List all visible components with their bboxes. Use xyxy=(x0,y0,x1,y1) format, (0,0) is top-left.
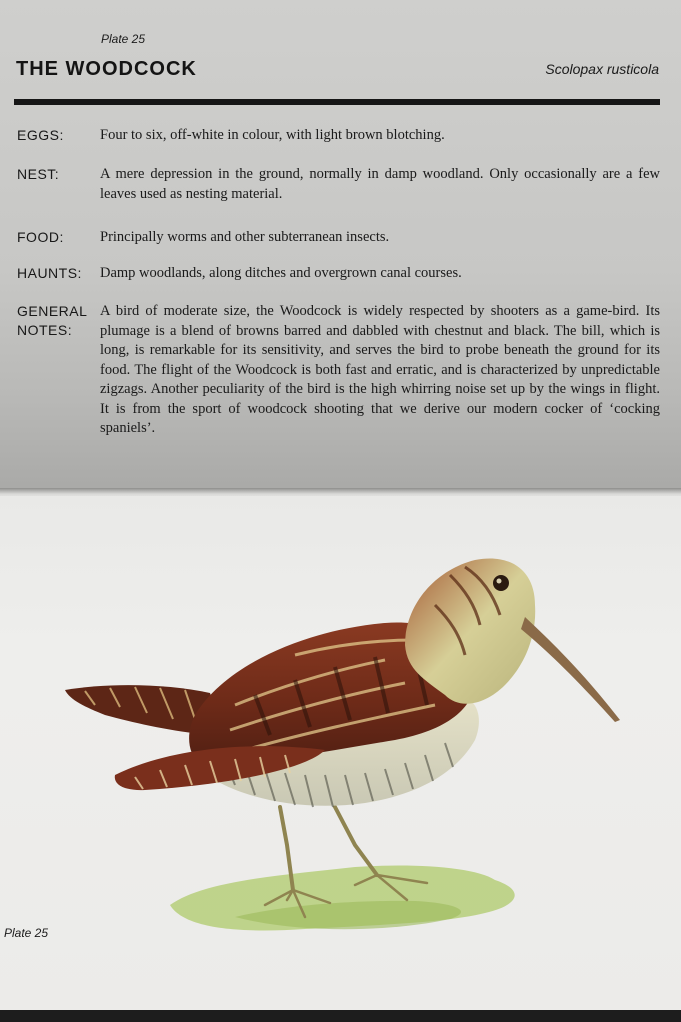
field-text: Principally worms and other subterranean insects. xyxy=(100,229,390,245)
eye-highlight xyxy=(497,579,502,584)
field-text: A bird of moderate size, the Woodcock is widely respected by shooters as a game-bird. Its plumage is a blend of browns barred and dabbled with chestnut and black. The bill, which is long, is remarkable for its sensitivity, and serves the bird to probe beneath the ground for its food. The flight of the Woodcock is both fast and erratic, and is characterized by unpredictable zigzags. Another peculiarity of the bird is the high whirring noise set up by the wings in flight. It is from the sport of woodcock shooting that we derive our modern cocker of ‘cocking spaniels’. xyxy=(100,303,660,436)
latin-name: Scolopax rusticola xyxy=(545,61,659,77)
plate-number: Plate 25 xyxy=(101,32,146,46)
field-text: A mere depression in the ground, normally in damp woodland. Only occasionally are a few leaves used as nesting material. xyxy=(100,166,660,202)
field-text: Damp woodlands, along ditches and overgrown canal courses. xyxy=(100,265,462,281)
field-label: FOOD: xyxy=(17,229,64,245)
bill xyxy=(521,617,620,722)
field-label: NEST: xyxy=(17,166,60,182)
grass-patch xyxy=(170,866,515,931)
field-text: Four to six, off-white in colour, with light brown blotching. xyxy=(100,127,445,143)
text-page xyxy=(0,0,681,492)
field-label: EGGS: xyxy=(17,127,64,143)
title-rule xyxy=(14,99,660,105)
page-title: THE WOODCOCK xyxy=(16,58,197,80)
field-label: GENERAL NOTES: xyxy=(17,303,88,338)
page-bottom-edge xyxy=(0,1010,681,1022)
woodcock-illustration xyxy=(55,545,630,945)
plate-number-bottom: Plate 25 xyxy=(4,926,49,940)
field-label: HAUNTS: xyxy=(17,265,82,281)
eye xyxy=(493,575,509,591)
